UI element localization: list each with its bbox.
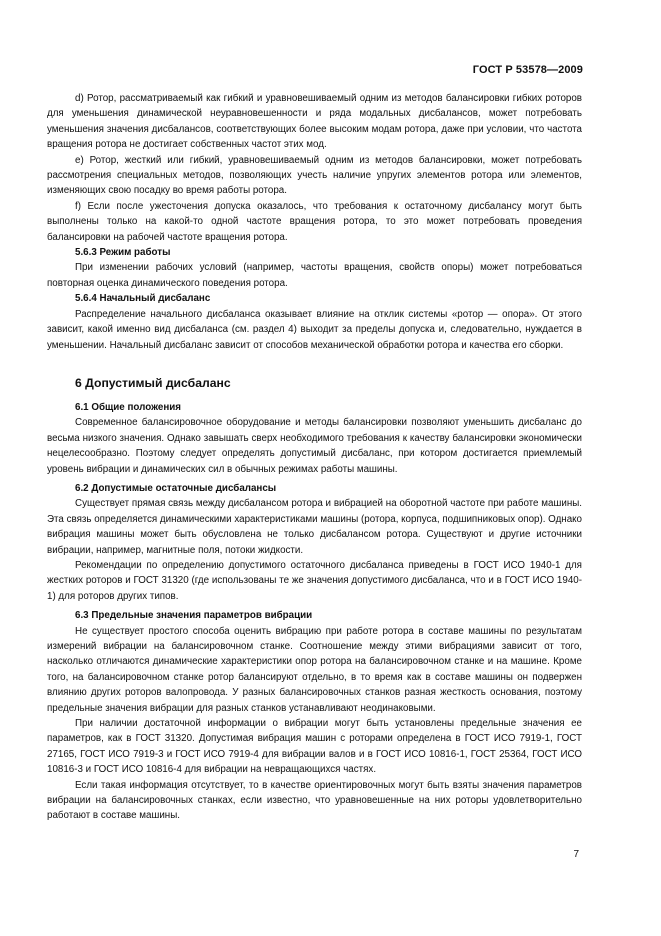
paragraph: Не существует простого способа оценить вибрацию при работе ротора в составе машины по результатам измерений вибрации на балансировочном станке. Соотношение между этими вибрациями зависит от того, насколько отличаются динамические характеристики опор ротора на балансировочном станке и на машине. Кроме того, на балансировочном станке ротор балансируют отдельно, в то время как в составе машины он подвержен влиянию других роторов валопровода. У разных балансировочных станков разная жесткость основания, поэтому предельные значения вибрации для разных станков устанавливают неодинаковыми. [47, 625, 582, 714]
paragraph: Если такая информация отсутствует, то в качестве ориентировочных могут быть взяты значения параметров вибрации на балансировочных станках, если известно, что уравновешенные на них роторы удовлетворительно работают в составе машины. [47, 779, 582, 822]
document-body [47, 91, 582, 824]
paragraph: Рекомендации по определению допустимого остаточного дисбаланса приведены в ГОСТ ИСО 1940-1 для жестких роторов и ГОСТ 31320 (где использованы те же значения допустимого дисбаланса, что и в ГОСТ ИСО 1940-1) для роторов других типов. [47, 559, 582, 602]
document-header: ГОСТ Р 53578—2009 [472, 64, 583, 76]
paragraph: При изменении рабочих условий (например, частоты вращения, свойств опоры) может потребоваться повторная оценка динамического поведения ротора. [47, 262, 582, 289]
subsection-heading: 6.1 Общие положения [75, 401, 182, 413]
section-heading: 6 Допустимый дисбаланс [75, 375, 231, 390]
paragraph: f) Если после ужесточения допуска оказалось, что требования к остаточному дисбалансу могут быть выполнены только на какой-то одной частоте вращения ротора, то это может потребовать проведения балансировки на рабочей частоте вращения ротора. [47, 200, 582, 243]
spacer [47, 353, 582, 375]
subsection-heading: 6.3 Предельные значения параметров вибрации [75, 610, 313, 622]
paragraph: d) Ротор, рассматриваемый как гибкий и уравновешиваемый одним из методов балансировки гибких роторов для уменьшения динамической неуравновешенности и ряда модальных дисбалансов, может потребовать уменьшения значения дисбалансов, соответствующих более высоким модам ротора, даже при условии, что частота вращения ротора не достигает собственных частот этих мод. [47, 93, 582, 151]
spacer [47, 391, 582, 400]
page-number: 7 [573, 849, 579, 860]
paragraph: e) Ротор, жесткий или гибкий, уравновешиваемый одним из методов балансировки, может потребовать рассмотрения специальных методов, позволяющих учесть наличие упругих элементов ротора или элементов, изменяющих свою посадку во время работы ротора. [47, 154, 582, 197]
subsection-heading: 5.6.3 Режим работы [75, 247, 171, 259]
paragraph: При наличии достаточной информации о вибрации могут быть установлены предельные значения ее параметров, как в ГОСТ 31320. Допустимая вибрация машин с роторами определена в ГОСТ ИСО 7919-1, ГОСТ 27165, ГОСТ ИСО 7919-3 и ГОСТ ИСО 7919-4 для вибрации валов и в ГОСТ ИСО 10816-1, ГОСТ 25364, ГОСТ ИСО 10816-3 и ГОСТ ИСО 10816-4 для вибрации на невращающихся частях. [47, 718, 582, 776]
paragraph: Существует прямая связь между дисбалансом ротора и вибрацией на оборотной частоте при работе машины. Эта связь определяется динамическими характеристиками машины (ротора, корпуса, подшипниковых опор). Однако вибрация машины может быть обусловлена не только дисбалансом ротора. Существуют и другие источники вибрации, например, магнитные поля, потоки жидкости. [47, 498, 582, 556]
paragraph: Распределение начального дисбаланса оказывает влияние на отклик системы «ротор — опора». От этого зависит, какой именно вид дисбаланса (см. раздел 4) выходит за пределы допуска и, следовательно, нуждается в уменьшении. Начальный дисбаланс зависит от способов механической обработки ротора и качества его сборки. [47, 308, 582, 351]
paragraph: Современное балансировочное оборудование и методы балансировки позволяют уменьшить дисбаланс до весьма низкого значения. Однако завышать сверх необходимого требования к качеству балансировки экономически нецелесообразно. Поэтому следует определять допустимый дисбаланс, при котором достигается приемлемый уровень вибрации и динамических сил в обычных режимах работы машины. [47, 417, 582, 475]
subsection-heading: 6.2 Допустимые остаточные дисбалансы [75, 482, 277, 494]
subsection-heading: 5.6.4 Начальный дисбаланс [75, 293, 211, 305]
